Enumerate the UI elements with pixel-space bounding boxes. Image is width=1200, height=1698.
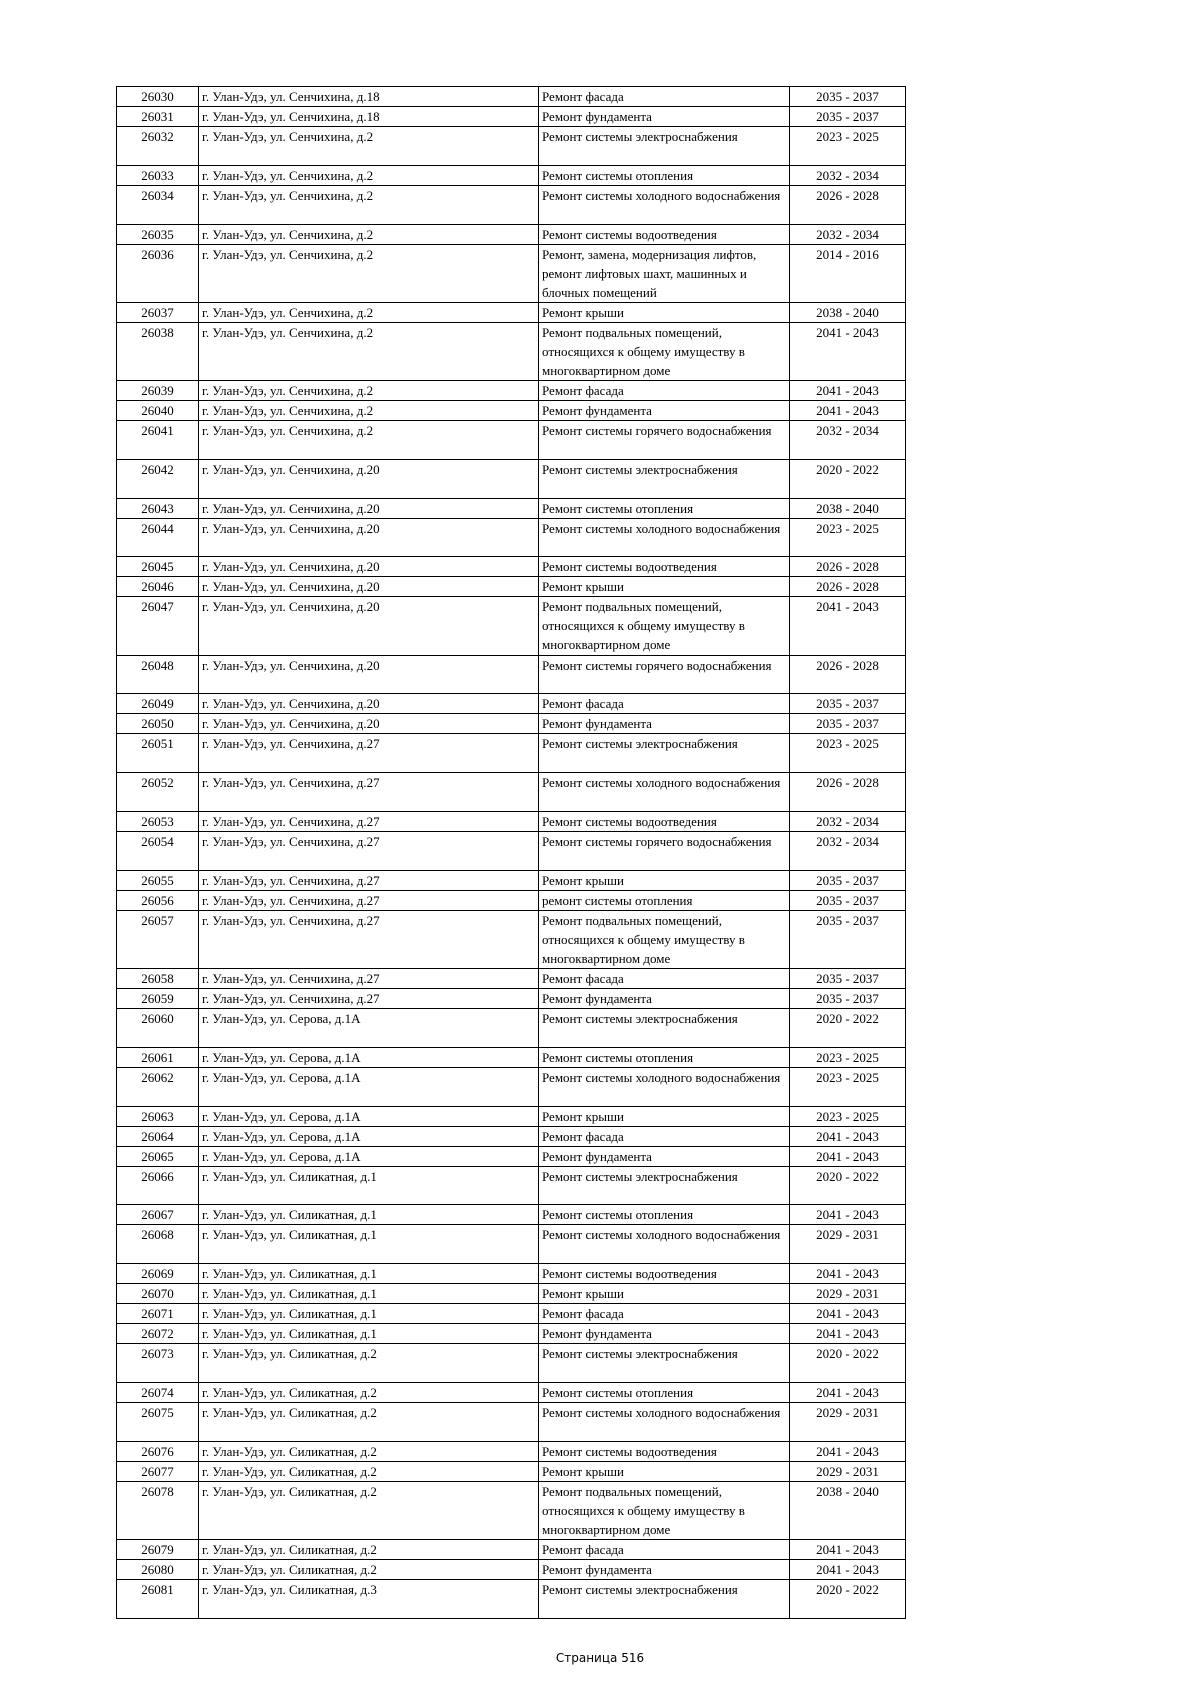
table-row <box>117 380 906 400</box>
page-number: Страница 516 <box>555 1651 645 1665</box>
period-cell: 2020 - 2022 <box>790 1344 906 1383</box>
table-row <box>117 655 906 694</box>
address-cell: г. Улан-Удэ, ул. Силикатная, д.2 <box>199 1559 539 1579</box>
work-type-cell: Ремонт подвальных помещений, относящихся к общему имуществу в многоквартирном доме <box>539 910 790 968</box>
table-row <box>117 577 906 597</box>
work-type-cell: Ремонт системы водоотведения <box>539 1441 790 1461</box>
work-type-cell: Ремонт крыши <box>539 302 790 322</box>
work-type-cell: Ремонт системы отопления <box>539 1382 790 1402</box>
address-cell: г. Улан-Удэ, ул. Серова, д.1А <box>199 1146 539 1166</box>
address-cell: г. Улан-Удэ, ул. Серова, д.1А <box>199 1067 539 1106</box>
row-id-cell: 26045 <box>117 557 199 577</box>
address-cell: г. Улан-Удэ, ул. Сенчихина, д.27 <box>199 910 539 968</box>
table-row <box>117 165 906 185</box>
period-cell: 2023 - 2025 <box>790 518 906 557</box>
period-cell: 2029 - 2031 <box>790 1402 906 1441</box>
row-id-cell: 26050 <box>117 714 199 734</box>
table-row <box>117 1166 906 1205</box>
address-cell: г. Улан-Удэ, ул. Силикатная, д.1 <box>199 1264 539 1284</box>
period-cell: 2035 - 2037 <box>790 714 906 734</box>
table-row <box>117 968 906 988</box>
table-row <box>117 1461 906 1481</box>
work-type-cell: Ремонт, замена, модернизация лифтов, ремонт лифтовых шахт, машинных и блочных помещений <box>539 244 790 302</box>
address-cell: г. Улан-Удэ, ул. Сенчихина, д.2 <box>199 165 539 185</box>
work-type-cell: Ремонт системы горячего водоснабжения <box>539 831 790 870</box>
work-type-cell: Ремонт системы отопления <box>539 498 790 518</box>
period-cell: 2032 - 2034 <box>790 831 906 870</box>
table-row <box>117 1264 906 1284</box>
work-type-cell: Ремонт подвальных помещений, относящихся к общему имуществу в многоквартирном доме <box>539 322 790 380</box>
address-cell: г. Улан-Удэ, ул. Сенчихина, д.20 <box>199 655 539 694</box>
table-row <box>117 831 906 870</box>
work-type-cell: Ремонт системы электроснабжения <box>539 734 790 773</box>
work-type-cell: Ремонт системы холодного водоснабжения <box>539 518 790 557</box>
address-cell: г. Улан-Удэ, ул. Сенчихина, д.27 <box>199 811 539 831</box>
row-id-cell: 26067 <box>117 1205 199 1225</box>
address-cell: г. Улан-Удэ, ул. Серова, д.1А <box>199 1008 539 1047</box>
address-cell: г. Улан-Удэ, ул. Сенчихина, д.20 <box>199 498 539 518</box>
address-cell: г. Улан-Удэ, ул. Сенчихина, д.27 <box>199 988 539 1008</box>
address-cell: г. Улан-Удэ, ул. Сенчихина, д.2 <box>199 185 539 224</box>
address-cell: г. Улан-Удэ, ул. Сенчихина, д.20 <box>199 577 539 597</box>
period-cell: 2041 - 2043 <box>790 1126 906 1146</box>
address-cell: г. Улан-Удэ, ул. Серова, д.1А <box>199 1047 539 1067</box>
address-cell: г. Улан-Удэ, ул. Сенчихина, д.27 <box>199 831 539 870</box>
work-type-cell: Ремонт системы холодного водоснабжения <box>539 1225 790 1264</box>
row-id-cell: 26046 <box>117 577 199 597</box>
work-type-cell: Ремонт фундамента <box>539 1324 790 1344</box>
table-row <box>117 1225 906 1264</box>
period-cell: 2023 - 2025 <box>790 1067 906 1106</box>
table-row <box>117 1126 906 1146</box>
row-id-cell: 26055 <box>117 870 199 890</box>
work-type-cell: Ремонт системы водоотведения <box>539 224 790 244</box>
work-type-cell: Ремонт крыши <box>539 1106 790 1126</box>
row-id-cell: 26056 <box>117 890 199 910</box>
row-id-cell: 26066 <box>117 1166 199 1205</box>
period-cell: 2020 - 2022 <box>790 1008 906 1047</box>
period-cell: 2026 - 2028 <box>790 655 906 694</box>
work-type-cell: Ремонт крыши <box>539 1284 790 1304</box>
address-cell: г. Улан-Удэ, ул. Сенчихина, д.2 <box>199 322 539 380</box>
table-row <box>117 498 906 518</box>
period-cell: 2032 - 2034 <box>790 420 906 459</box>
work-type-cell: Ремонт подвальных помещений, относящихся к общему имуществу в многоквартирном доме <box>539 1481 790 1539</box>
work-type-cell: Ремонт системы электроснабжения <box>539 1008 790 1047</box>
period-cell: 2041 - 2043 <box>790 1205 906 1225</box>
row-id-cell: 26031 <box>117 107 199 127</box>
period-cell: 2041 - 2043 <box>790 597 906 655</box>
table-row <box>117 420 906 459</box>
table-row <box>117 1304 906 1324</box>
row-id-cell: 26044 <box>117 518 199 557</box>
address-cell: г. Улан-Удэ, ул. Сенчихина, д.27 <box>199 870 539 890</box>
table-row <box>117 322 906 380</box>
row-id-cell: 26048 <box>117 655 199 694</box>
row-id-cell: 26081 <box>117 1579 199 1618</box>
row-id-cell: 26064 <box>117 1126 199 1146</box>
work-type-cell: Ремонт системы электроснабжения <box>539 1166 790 1205</box>
table-row <box>117 244 906 302</box>
row-id-cell: 26051 <box>117 734 199 773</box>
period-cell: 2026 - 2028 <box>790 773 906 812</box>
address-cell: г. Улан-Удэ, ул. Сенчихина, д.2 <box>199 302 539 322</box>
row-id-cell: 26033 <box>117 165 199 185</box>
row-id-cell: 26077 <box>117 1461 199 1481</box>
row-id-cell: 26032 <box>117 127 199 166</box>
row-id-cell: 26068 <box>117 1225 199 1264</box>
address-cell: г. Улан-Удэ, ул. Силикатная, д.1 <box>199 1225 539 1264</box>
row-id-cell: 26041 <box>117 420 199 459</box>
address-cell: г. Улан-Удэ, ул. Сенчихина, д.27 <box>199 968 539 988</box>
period-cell: 2041 - 2043 <box>790 322 906 380</box>
table-row <box>117 1008 906 1047</box>
work-type-cell: Ремонт крыши <box>539 1461 790 1481</box>
work-type-cell: Ремонт крыши <box>539 870 790 890</box>
work-type-cell: Ремонт фундамента <box>539 1559 790 1579</box>
row-id-cell: 26053 <box>117 811 199 831</box>
period-cell: 2026 - 2028 <box>790 185 906 224</box>
row-id-cell: 26059 <box>117 988 199 1008</box>
row-id-cell: 26049 <box>117 694 199 714</box>
table-row <box>117 1284 906 1304</box>
table-row <box>117 1402 906 1441</box>
period-cell: 2038 - 2040 <box>790 302 906 322</box>
period-cell: 2023 - 2025 <box>790 1047 906 1067</box>
table-row <box>117 302 906 322</box>
address-cell: г. Улан-Удэ, ул. Сенчихина, д.2 <box>199 400 539 420</box>
period-cell: 2041 - 2043 <box>790 1441 906 1461</box>
address-cell: г. Улан-Удэ, ул. Силикатная, д.2 <box>199 1539 539 1559</box>
table-row <box>117 1579 906 1618</box>
work-type-cell: Ремонт системы электроснабжения <box>539 127 790 166</box>
table-row <box>117 1481 906 1539</box>
period-cell: 2020 - 2022 <box>790 459 906 498</box>
row-id-cell: 26054 <box>117 831 199 870</box>
address-cell: г. Улан-Удэ, ул. Сенчихина, д.20 <box>199 459 539 498</box>
period-cell: 2023 - 2025 <box>790 734 906 773</box>
work-type-cell: Ремонт системы отопления <box>539 165 790 185</box>
table-row <box>117 714 906 734</box>
row-id-cell: 26034 <box>117 185 199 224</box>
table-row <box>117 773 906 812</box>
work-type-cell: Ремонт фундамента <box>539 714 790 734</box>
work-type-cell: Ремонт системы водоотведения <box>539 557 790 577</box>
period-cell: 2035 - 2037 <box>790 968 906 988</box>
address-cell: г. Улан-Удэ, ул. Сенчихина, д.20 <box>199 714 539 734</box>
table-row <box>117 1382 906 1402</box>
period-cell: 2035 - 2037 <box>790 87 906 107</box>
address-cell: г. Улан-Удэ, ул. Сенчихина, д.2 <box>199 224 539 244</box>
work-type-cell: Ремонт системы электроснабжения <box>539 1579 790 1618</box>
period-cell: 2035 - 2037 <box>790 890 906 910</box>
table-row <box>117 107 906 127</box>
work-type-cell: Ремонт системы холодного водоснабжения <box>539 1067 790 1106</box>
work-type-cell: Ремонт системы горячего водоснабжения <box>539 655 790 694</box>
period-cell: 2026 - 2028 <box>790 557 906 577</box>
work-type-cell: Ремонт фасада <box>539 1126 790 1146</box>
period-cell: 2041 - 2043 <box>790 1324 906 1344</box>
row-id-cell: 26061 <box>117 1047 199 1067</box>
table-row <box>117 1106 906 1126</box>
address-cell: г. Улан-Удэ, ул. Сенчихина, д.27 <box>199 890 539 910</box>
address-cell: г. Улан-Удэ, ул. Силикатная, д.1 <box>199 1304 539 1324</box>
address-cell: г. Улан-Удэ, ул. Силикатная, д.1 <box>199 1166 539 1205</box>
row-id-cell: 26043 <box>117 498 199 518</box>
table-row <box>117 811 906 831</box>
period-cell: 2035 - 2037 <box>790 988 906 1008</box>
address-cell: г. Улан-Удэ, ул. Силикатная, д.2 <box>199 1382 539 1402</box>
table-row <box>117 1324 906 1344</box>
address-cell: г. Улан-Удэ, ул. Сенчихина, д.20 <box>199 694 539 714</box>
address-cell: г. Улан-Удэ, ул. Силикатная, д.2 <box>199 1402 539 1441</box>
address-cell: г. Улан-Удэ, ул. Сенчихина, д.2 <box>199 380 539 400</box>
period-cell: 2041 - 2043 <box>790 1304 906 1324</box>
row-id-cell: 26039 <box>117 380 199 400</box>
row-id-cell: 26062 <box>117 1067 199 1106</box>
work-type-cell: Ремонт системы отопления <box>539 1047 790 1067</box>
address-cell: г. Улан-Удэ, ул. Силикатная, д.2 <box>199 1481 539 1539</box>
row-id-cell: 26038 <box>117 322 199 380</box>
period-cell: 2035 - 2037 <box>790 910 906 968</box>
table-row <box>117 694 906 714</box>
address-cell: г. Улан-Удэ, ул. Сенчихина, д.20 <box>199 557 539 577</box>
row-id-cell: 26065 <box>117 1146 199 1166</box>
period-cell: 2032 - 2034 <box>790 224 906 244</box>
row-id-cell: 26075 <box>117 1402 199 1441</box>
period-cell: 2029 - 2031 <box>790 1284 906 1304</box>
period-cell: 2041 - 2043 <box>790 1539 906 1559</box>
row-id-cell: 26060 <box>117 1008 199 1047</box>
table-row <box>117 1047 906 1067</box>
work-type-cell: Ремонт фасада <box>539 694 790 714</box>
table-row <box>117 1559 906 1579</box>
period-cell: 2035 - 2037 <box>790 870 906 890</box>
period-cell: 2014 - 2016 <box>790 244 906 302</box>
work-type-cell: Ремонт фасада <box>539 968 790 988</box>
table-row <box>117 1205 906 1225</box>
table-row <box>117 518 906 557</box>
table-row <box>117 1441 906 1461</box>
table-row <box>117 459 906 498</box>
table-body <box>117 87 906 1619</box>
work-type-cell: Ремонт системы водоотведения <box>539 1264 790 1284</box>
address-cell: г. Улан-Удэ, ул. Сенчихина, д.20 <box>199 518 539 557</box>
work-type-cell: ремонт системы отопления <box>539 890 790 910</box>
period-cell: 2020 - 2022 <box>790 1166 906 1205</box>
address-cell: г. Улан-Удэ, ул. Силикатная, д.2 <box>199 1344 539 1383</box>
work-type-cell: Ремонт фасада <box>539 380 790 400</box>
work-type-cell: Ремонт системы отопления <box>539 1205 790 1225</box>
period-cell: 2029 - 2031 <box>790 1225 906 1264</box>
address-cell: г. Улан-Удэ, ул. Серова, д.1А <box>199 1126 539 1146</box>
row-id-cell: 26058 <box>117 968 199 988</box>
period-cell: 2038 - 2040 <box>790 1481 906 1539</box>
work-type-cell: Ремонт системы холодного водоснабжения <box>539 1402 790 1441</box>
work-type-cell: Ремонт системы горячего водоснабжения <box>539 420 790 459</box>
row-id-cell: 26040 <box>117 400 199 420</box>
period-cell: 2032 - 2034 <box>790 811 906 831</box>
row-id-cell: 26074 <box>117 1382 199 1402</box>
period-cell: 2020 - 2022 <box>790 1579 906 1618</box>
repair-schedule-table <box>116 86 906 1619</box>
table-row <box>117 557 906 577</box>
period-cell: 2041 - 2043 <box>790 1146 906 1166</box>
row-id-cell: 26078 <box>117 1481 199 1539</box>
table-row <box>117 1539 906 1559</box>
table-row <box>117 127 906 166</box>
table-row <box>117 890 906 910</box>
work-type-cell: Ремонт системы электроснабжения <box>539 459 790 498</box>
row-id-cell: 26030 <box>117 87 199 107</box>
address-cell: г. Улан-Удэ, ул. Сенчихина, д.2 <box>199 244 539 302</box>
table-row <box>117 910 906 968</box>
work-type-cell: Ремонт фасада <box>539 87 790 107</box>
period-cell: 2023 - 2025 <box>790 127 906 166</box>
period-cell: 2023 - 2025 <box>790 1106 906 1126</box>
period-cell: 2032 - 2034 <box>790 165 906 185</box>
address-cell: г. Улан-Удэ, ул. Силикатная, д.2 <box>199 1441 539 1461</box>
period-cell: 2029 - 2031 <box>790 1461 906 1481</box>
address-cell: г. Улан-Удэ, ул. Сенчихина, д.2 <box>199 420 539 459</box>
row-id-cell: 26052 <box>117 773 199 812</box>
work-type-cell: Ремонт системы холодного водоснабжения <box>539 773 790 812</box>
address-cell: г. Улан-Удэ, ул. Сенчихина, д.2 <box>199 127 539 166</box>
table-row <box>117 224 906 244</box>
table-row <box>117 597 906 655</box>
work-type-cell: Ремонт фундамента <box>539 988 790 1008</box>
period-cell: 2041 - 2043 <box>790 400 906 420</box>
row-id-cell: 26072 <box>117 1324 199 1344</box>
row-id-cell: 26076 <box>117 1441 199 1461</box>
period-cell: 2041 - 2043 <box>790 1559 906 1579</box>
period-cell: 2041 - 2043 <box>790 380 906 400</box>
address-cell: г. Улан-Удэ, ул. Сенчихина, д.18 <box>199 107 539 127</box>
address-cell: г. Улан-Удэ, ул. Серова, д.1А <box>199 1106 539 1126</box>
table-row <box>117 1146 906 1166</box>
table-row <box>117 1067 906 1106</box>
row-id-cell: 26063 <box>117 1106 199 1126</box>
row-id-cell: 26069 <box>117 1264 199 1284</box>
address-cell: г. Улан-Удэ, ул. Силикатная, д.1 <box>199 1324 539 1344</box>
work-type-cell: Ремонт фасада <box>539 1304 790 1324</box>
table-row <box>117 400 906 420</box>
work-type-cell: Ремонт фундамента <box>539 1146 790 1166</box>
period-cell: 2041 - 2043 <box>790 1264 906 1284</box>
table-row <box>117 870 906 890</box>
row-id-cell: 26070 <box>117 1284 199 1304</box>
row-id-cell: 26073 <box>117 1344 199 1383</box>
table-row <box>117 87 906 107</box>
row-id-cell: 26037 <box>117 302 199 322</box>
row-id-cell: 26079 <box>117 1539 199 1559</box>
address-cell: г. Улан-Удэ, ул. Силикатная, д.3 <box>199 1579 539 1618</box>
address-cell: г. Улан-Удэ, ул. Силикатная, д.1 <box>199 1205 539 1225</box>
address-cell: г. Улан-Удэ, ул. Силикатная, д.1 <box>199 1284 539 1304</box>
table-row <box>117 988 906 1008</box>
table-row <box>117 1344 906 1383</box>
work-type-cell: Ремонт крыши <box>539 577 790 597</box>
period-cell: 2026 - 2028 <box>790 577 906 597</box>
work-type-cell: Ремонт системы водоотведения <box>539 811 790 831</box>
address-cell: г. Улан-Удэ, ул. Силикатная, д.2 <box>199 1461 539 1481</box>
period-cell: 2041 - 2043 <box>790 1382 906 1402</box>
period-cell: 2038 - 2040 <box>790 498 906 518</box>
row-id-cell: 26035 <box>117 224 199 244</box>
row-id-cell: 26080 <box>117 1559 199 1579</box>
work-type-cell: Ремонт фундамента <box>539 107 790 127</box>
row-id-cell: 26071 <box>117 1304 199 1324</box>
work-type-cell: Ремонт фасада <box>539 1539 790 1559</box>
address-cell: г. Улан-Удэ, ул. Сенчихина, д.18 <box>199 87 539 107</box>
address-cell: г. Улан-Удэ, ул. Сенчихина, д.27 <box>199 773 539 812</box>
row-id-cell: 26042 <box>117 459 199 498</box>
work-type-cell: Ремонт подвальных помещений, относящихся к общему имуществу в многоквартирном доме <box>539 597 790 655</box>
row-id-cell: 26047 <box>117 597 199 655</box>
period-cell: 2035 - 2037 <box>790 107 906 127</box>
row-id-cell: 26057 <box>117 910 199 968</box>
table-row <box>117 734 906 773</box>
table-row <box>117 185 906 224</box>
address-cell: г. Улан-Удэ, ул. Сенчихина, д.20 <box>199 597 539 655</box>
period-cell: 2035 - 2037 <box>790 694 906 714</box>
row-id-cell: 26036 <box>117 244 199 302</box>
work-type-cell: Ремонт системы холодного водоснабжения <box>539 185 790 224</box>
work-type-cell: Ремонт системы электроснабжения <box>539 1344 790 1383</box>
work-type-cell: Ремонт фундамента <box>539 400 790 420</box>
address-cell: г. Улан-Удэ, ул. Сенчихина, д.27 <box>199 734 539 773</box>
